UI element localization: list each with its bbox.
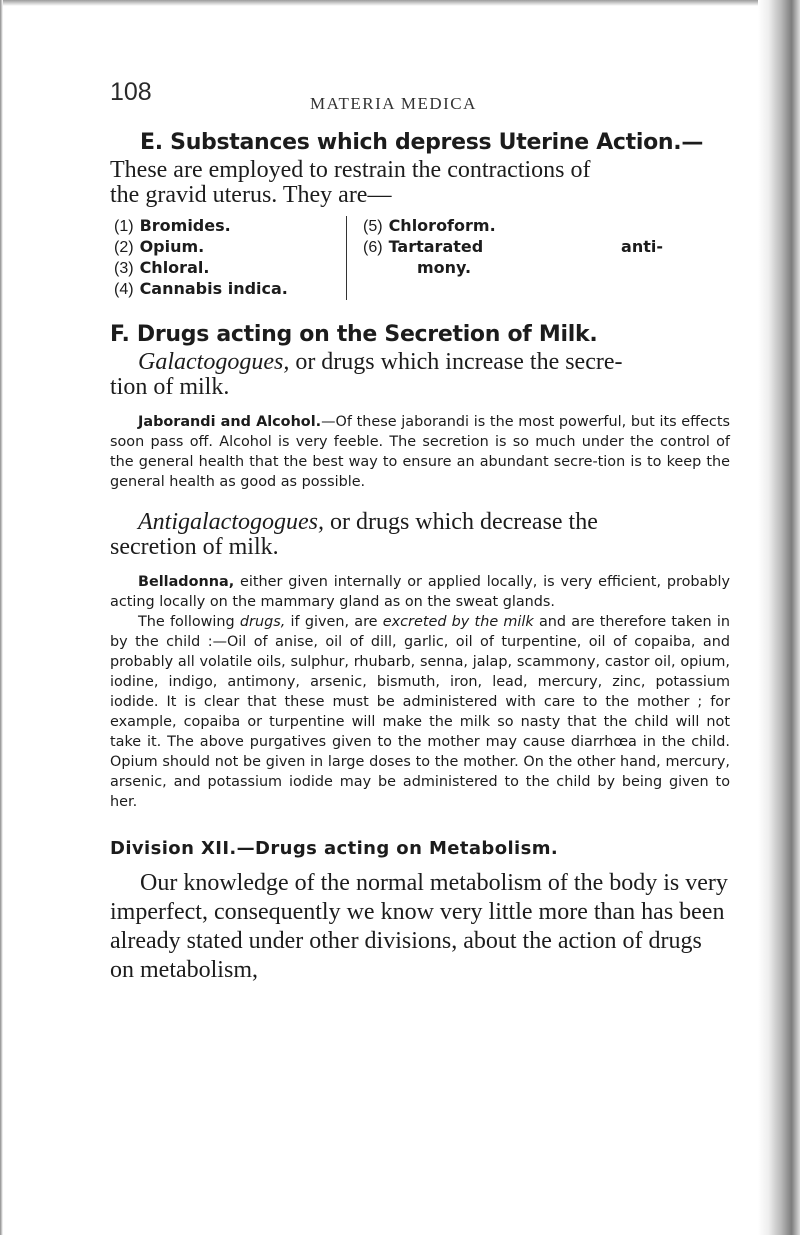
drug-item-continuation: mony. xyxy=(417,258,472,277)
running-head xyxy=(110,60,730,116)
drug-list-right-column xyxy=(347,216,663,300)
excreted-drugs-paragraph: The following drugs, if given, are excreted by the milk and are therefore taken in by the child :—Oil of anise, oil of dill, garlic, oil of turpentine, oil of copaiba, and probably all volatile oils, sulphur, rhubarb, senna, jalap, scammony, castor oil, opium, iodine, indigo, antimony, arsenic, bismuth, iron, lead, mercury, zinc, potassium iodide. It is clear that these must be administered with care to the mother ; for example, copaiba or turpentine will make the milk so nasty that the child will not take it. The above purgatives given to the mother may cause diarrhœa in the child. Opium should not be given in large doses to the mother. On the other hand, mercury, arsenic, and potassium iodide may be administered to the child by being given to her. xyxy=(110,614,730,810)
drug-item-suffix: anti- xyxy=(621,237,663,256)
scan-edge-left xyxy=(0,0,3,1235)
section-e-heading: E. Substances which depress Uterine Action.— xyxy=(140,130,704,155)
section-e-line-2: the gravid uterus. They are— xyxy=(110,182,392,208)
jaborandi-paragraph: Jaborandi and Alcohol.—Of these jaborandi is the most powerful, but its effects soon pass off. Alcohol is very feeble. The secretion is so much under the control of the general health that the best way to ensure an abundant secre-tion is to keep the general health as good as possible. xyxy=(110,414,730,490)
section-f xyxy=(110,320,730,812)
running-title: MATERIA MEDICA xyxy=(310,94,477,113)
section-f-heading: F. Drugs acting on the Secretion of Milk. xyxy=(110,322,598,347)
jaborandi-lead: Jaborandi and Alcohol. xyxy=(138,414,322,430)
drug-item: (2) Opium. xyxy=(114,237,205,256)
galactagogues-definition: Galactogogues, or drugs which increase the secre- xyxy=(138,349,623,375)
drug-item: (1) Bromides. xyxy=(114,216,231,235)
galactagogues-term: Galactogogues, xyxy=(138,349,290,375)
section-e xyxy=(110,128,730,300)
book-page xyxy=(110,60,730,985)
scan-edge-top xyxy=(0,0,800,6)
drug-list-left-column xyxy=(110,216,347,300)
division-xii-paragraph: Our knowledge of the normal metabolism of the body is very imperfect, consequently we know very little more than has been already stated under other divisions, about the action of drugs on metabolism, xyxy=(110,870,728,983)
division-xii-heading: Division XII.—Drugs acting on Metabolism. xyxy=(110,838,559,859)
antigalactagogues-definition-cont: secretion of milk. xyxy=(110,534,279,560)
scan-edge-right xyxy=(758,0,800,1235)
drug-item: (3) Chloral. xyxy=(114,258,210,277)
antigalactagogues-term: Antigalactogogues, xyxy=(138,509,324,535)
drug-item: (6) Tartarated anti- xyxy=(363,237,663,256)
drug-list xyxy=(110,216,730,300)
drug-item: (5) Chloroform. xyxy=(363,216,496,235)
belladonna-lead: Belladonna, xyxy=(138,574,235,590)
page-number: 108 xyxy=(110,78,152,106)
section-e-line-1: These are employed to restrain the contractions of xyxy=(110,157,591,183)
drug-item: (4) Cannabis indica. xyxy=(114,279,288,298)
division-xii xyxy=(110,838,730,985)
galactagogues-definition-cont: tion of milk. xyxy=(110,374,230,400)
antigalactagogues-definition: Antigalactogogues, or drugs which decrease the xyxy=(138,509,598,535)
belladonna-paragraph: Belladonna, either given internally or applied locally, is very efficient, probably acting locally on the mammary gland as on the sweat glands. xyxy=(110,574,730,610)
